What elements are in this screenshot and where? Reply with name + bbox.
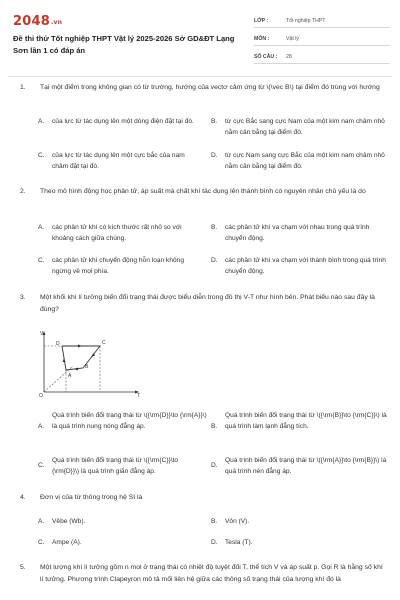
- point-d-label: D: [56, 341, 60, 347]
- option-text: Quá trình biến đổi trạng thái từ \({\rm{D}}\to {\rm{A}}\) là quá trình nung nóng đẳng áp.: [52, 412, 207, 430]
- meta-label: SỐ CÂU :: [254, 53, 278, 60]
- question-text: Theo mô hình động học phân tử, áp suất mà chất khí tác dụng lên thành bình có nguyên nhân chủ yếu là do: [40, 188, 366, 195]
- point-c-label: C: [102, 340, 106, 346]
- exam-meta: [254, 14, 390, 68]
- header-divider: [8, 76, 392, 77]
- question-number: 5.: [20, 564, 26, 571]
- option-letter: D.: [211, 152, 218, 159]
- question-number: 2.: [20, 188, 26, 195]
- option-text: Quá trình biến đổi trạng thái từ \({\rm{B}}\to {\rm{C}}\) là quá trình làm lạnh đẳng tích.: [225, 412, 387, 430]
- question-stem: [20, 562, 392, 583]
- page-header: [0, 0, 400, 72]
- question-number: 1.: [20, 84, 26, 91]
- question-stem: [20, 492, 392, 504]
- option-letter: B.: [211, 423, 218, 430]
- option-text: Vôn (V).: [225, 518, 250, 525]
- option-text: các phân tử khí va chạm với nhau trong quá trình chuyển động.: [225, 224, 370, 242]
- meta-value: 28: [286, 53, 292, 60]
- option-text: Ampe (A).: [52, 539, 82, 546]
- arrow-b-a: [74, 368, 78, 371]
- option-letter: C.: [38, 152, 45, 159]
- meta-row-count: [254, 50, 390, 64]
- option-text: các phân tử khí chuyển động hỗn loạn không ngừng về mọi phía.: [52, 257, 184, 275]
- option-text: các phân tử khí có kích thước rất nhỏ so với khoảng cách giữa chúng.: [52, 224, 182, 242]
- meta-label: LỚP :: [254, 17, 269, 24]
- option-text: từ cực Nam sang cực Bắc của một kim nam châm nhỏ nằm cân bằng tại điểm đó.: [225, 152, 385, 170]
- option-letter: C.: [38, 257, 45, 264]
- point-a-label: A: [68, 373, 72, 379]
- meta-row-subject: [254, 32, 390, 46]
- option-letter: A.: [38, 518, 45, 525]
- question-text: Một lượng khí lí tưởng gồm n mol ở trạng thái có nhiệt độ tuyệt đối T, thể tích V và áp suất p. Gọi R là hằng số khí lí tưởng. Phương trình Clapeyron mô tả mối liên hệ giữa các thông số trạng thái của lượng khí đó là: [40, 564, 383, 583]
- meta-value: Tốt nghiệp THPT: [286, 17, 326, 24]
- origin-label: O: [39, 393, 43, 398]
- option-letter: B.: [211, 224, 218, 231]
- option-text: của lực từ tác dụng lên một cực bắc của nam châm đặt tại đó.: [52, 152, 185, 170]
- option-letter: D.: [211, 539, 218, 546]
- question-text: Tại một điểm trong không gian có từ trường, hướng của vectơ cảm ứng từ \(\vec B\) tại điểm đó trùng với hướng: [40, 84, 380, 91]
- option-letter: B.: [211, 118, 218, 125]
- option-letter: D.: [211, 462, 218, 469]
- option-letter: C.: [38, 539, 45, 546]
- arrow-a-d: [63, 358, 66, 362]
- option-text: Quá trình biến đổi trạng thái từ \({\rm{C}}\to {\rm{D}}\) là quá trình giãn đẳng áp.: [52, 457, 179, 475]
- question-number: 4.: [20, 494, 26, 501]
- cycle-path: [62, 346, 100, 370]
- t-axis-label: T: [137, 393, 141, 398]
- option-text: Quá trình biến đổi trạng thái từ \({\rm{A}}\to {\rm{B}}\) là quá trình nén đẳng áp.: [225, 457, 387, 475]
- question-text: Đơn vị của từ thông trong hệ SI là: [40, 494, 143, 501]
- option-letter: D.: [211, 257, 218, 264]
- option-letter: A.: [38, 224, 45, 231]
- option-letter: A.: [38, 118, 45, 125]
- option-text: các phân tử khí va chạm với thành bình trong quá trình chuyển động.: [225, 257, 386, 275]
- arrow-d-c: [78, 345, 82, 348]
- option-text: của lực từ tác dụng lên một dòng điện đặt tại đó.: [52, 118, 194, 125]
- vt-diagram: [38, 328, 143, 398]
- meta-row-class: [254, 14, 390, 28]
- logo-suffix: .vn: [50, 19, 63, 26]
- option-text: Tesla (T).: [225, 539, 253, 546]
- option-letter: A.: [38, 423, 45, 430]
- option-text: từ cực Bắc sang cực Nam của một kim nam châm nhỏ nằm cân bằng tại điểm đó.: [225, 118, 385, 136]
- meta-label: MÔN :: [254, 35, 270, 42]
- question-stem: [20, 186, 392, 198]
- exam-title: Đề thi thử Tốt nghiệp THPT Vật lý 2025-2026 Sở GD&ĐT Lạng Sơn lần 1 có đáp án: [13, 34, 235, 55]
- question-stem: [20, 82, 392, 94]
- option-letter: B.: [211, 518, 218, 525]
- question-text: Một khối khí lí tưởng biến đổi trạng thái được biểu diễn trong đồ thị V-T như hình bên. Phát biểu nào sau đây là đúng?: [40, 294, 375, 313]
- question-number: 3.: [20, 294, 26, 301]
- question-stem: [20, 292, 392, 313]
- meta-value: Vật lý: [286, 35, 299, 42]
- option-letter: C.: [38, 462, 45, 469]
- point-b-label: B: [85, 364, 89, 370]
- site-logo[interactable]: [13, 14, 62, 29]
- v-axis-label: V: [40, 331, 44, 337]
- option-text: Vêbe (Wb).: [52, 518, 86, 525]
- logo-text: 2048: [13, 14, 50, 29]
